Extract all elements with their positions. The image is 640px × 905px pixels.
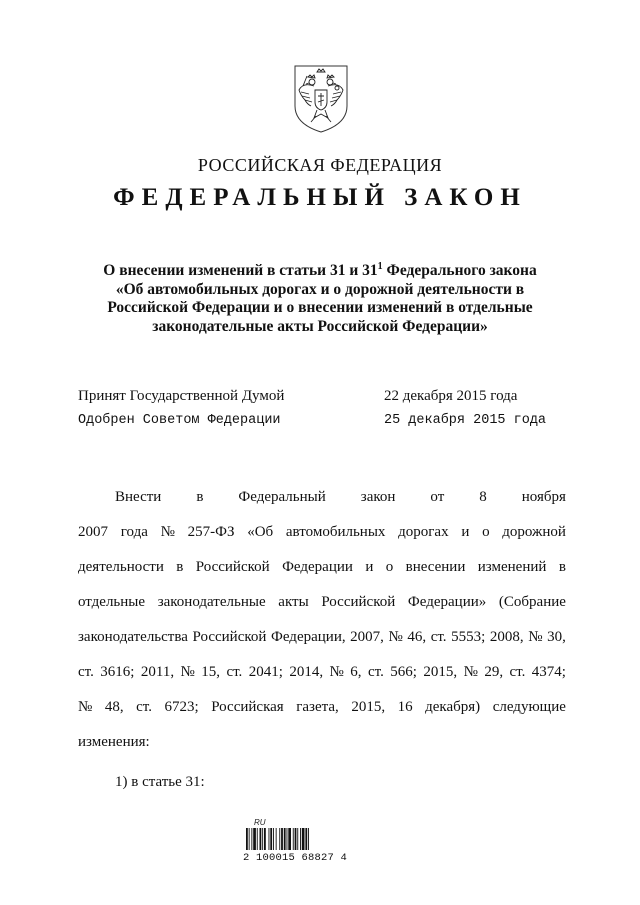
list-item: 1) в статье 31: (115, 774, 205, 790)
body-word: ноября (521, 489, 566, 505)
body-word: следующие (492, 699, 566, 715)
barcode-bar (251, 828, 252, 850)
body-word: Российской (321, 594, 396, 610)
barcode-bar (253, 828, 256, 850)
body-word: ст. (78, 664, 94, 680)
body-word: отдельные (78, 594, 146, 610)
body-word: закон (360, 489, 396, 505)
law-body (78, 489, 566, 509)
body-word: 257-ФЗ (187, 524, 235, 540)
body-line: изменения: (78, 734, 150, 750)
body-line (115, 489, 566, 509)
body-word: 2014, (289, 664, 324, 680)
body-word: ст. (226, 664, 243, 680)
body-word: о (385, 559, 394, 575)
body-word: и (461, 524, 470, 540)
law-body (78, 629, 566, 649)
body-word: Российская (211, 699, 284, 715)
law-title-text: Федерального закона (382, 262, 537, 279)
body-word: 5553; (451, 629, 486, 645)
barcode-bar (249, 828, 250, 850)
barcode-bar (281, 828, 283, 850)
law-body (78, 559, 566, 579)
barcode-bar (287, 828, 288, 850)
body-word: 6, (350, 664, 362, 680)
body-word: Внести (115, 489, 162, 505)
body-word: Российской (195, 559, 270, 575)
adoption-date: 22 декабря 2015 года (384, 388, 518, 404)
body-word: ст. (136, 699, 152, 715)
body-word: Федерации» (407, 594, 487, 610)
barcode-bar (262, 828, 263, 850)
law-title-line: Российской Федерации и о внесении изменений в отдельные (107, 299, 533, 316)
body-word: 2007 (78, 524, 108, 540)
body-word: 566; (390, 664, 417, 680)
barcode-bar (297, 828, 298, 850)
body-word: № (388, 629, 403, 645)
law-title-line: законодательные акты Российской Федерации» (152, 317, 488, 335)
body-word: 2015, (351, 699, 386, 715)
barcode-bar (302, 828, 305, 850)
body-word: в (176, 559, 184, 575)
barcode-bar (295, 828, 297, 850)
body-word: деятельности (78, 559, 164, 575)
body-word: № (329, 664, 344, 680)
body-word: Российской (192, 629, 267, 645)
adoption-date: 25 декабря 2015 года (384, 413, 547, 428)
body-word: в (558, 559, 566, 575)
body-word: 6723; (164, 699, 199, 715)
body-word: 8 (479, 489, 487, 505)
body-word: автомобильных (285, 524, 386, 540)
barcode-bar (300, 828, 301, 850)
barcode-number: 2 100015 68827 4 (243, 852, 348, 864)
body-word: дорогах (398, 524, 449, 540)
body-word: 15, (201, 664, 221, 680)
body-word: дорожной (502, 524, 566, 540)
body-word: в (196, 489, 204, 505)
body-word: Федерации, (271, 629, 346, 645)
body-word: законодательные (157, 594, 266, 610)
body-word: (Собрание (498, 594, 566, 610)
country-name: РОССИЙСКАЯ ФЕДЕРАЦИЯ (197, 155, 443, 175)
barcode-bar (288, 828, 291, 850)
body-word: 2007, (350, 629, 384, 645)
body-word: № (78, 699, 93, 715)
article-superscript: 1 (377, 260, 383, 272)
barcode-bar (264, 828, 266, 850)
barcode-bar (257, 828, 258, 850)
adoption-label: Принят Государственной Думой (78, 388, 285, 404)
body-word: декабря) (425, 699, 481, 715)
law-title-line: «Об автомобильных дорогах и о дорожной деятельности в (115, 280, 525, 298)
barcode-mark: RU (254, 818, 266, 827)
law-title-line (90, 262, 550, 281)
body-word: года (120, 524, 148, 540)
body-word: ст. (367, 664, 384, 680)
law-body (78, 734, 566, 754)
body-word: Федеральный (238, 489, 326, 505)
body-word: 2011, (140, 664, 175, 680)
body-word: газета, (296, 699, 339, 715)
barcode-bar (308, 828, 309, 850)
barcode-bar (305, 828, 307, 850)
body-word: 29, (484, 664, 504, 680)
body-line (78, 524, 566, 544)
body-word: 2041; (248, 664, 283, 680)
body-word: № (463, 664, 478, 680)
barcode-bar (260, 828, 262, 850)
body-word: 2015, (423, 664, 458, 680)
barcode-bar (246, 828, 248, 850)
body-line (78, 699, 566, 719)
body-word: Федерации (282, 559, 353, 575)
body-line (78, 664, 566, 684)
law-title (90, 262, 550, 336)
law-body (78, 594, 566, 614)
body-line (78, 594, 566, 614)
document-type: ФЕДЕРАЛЬНЫЙ ЗАКОН (113, 184, 527, 211)
body-word: № (528, 629, 543, 645)
body-line (78, 559, 566, 579)
body-word: законодательства (78, 629, 188, 645)
body-word: № (180, 664, 195, 680)
body-word: изменений (477, 559, 547, 575)
body-word: ст. (509, 664, 526, 680)
barcode-bar (269, 828, 270, 850)
barcode-bar (293, 828, 294, 850)
body-line (78, 629, 566, 649)
barcode-bar (284, 828, 286, 850)
body-word: «Об (247, 524, 274, 540)
body-word: о (482, 524, 490, 540)
barcode-bar (276, 828, 277, 850)
law-body (78, 664, 566, 684)
law-title-text: О внесении изменений в статьи 31 и 31 (103, 262, 378, 279)
barcode-bar (270, 828, 272, 850)
body-word: 48, (104, 699, 124, 715)
body-word: от (430, 489, 445, 505)
russian-coat-of-arms-icon (289, 62, 353, 134)
body-word: № (160, 524, 175, 540)
adoption-label: Одобрен Советом Федерации (78, 413, 281, 428)
body-word: внесении (405, 559, 466, 575)
body-word: акты (278, 594, 309, 610)
body-word: 46, (407, 629, 427, 645)
law-body (78, 524, 566, 544)
body-word: 2008, (489, 629, 524, 645)
body-word: 30, (547, 629, 566, 645)
barcode-bar (273, 828, 274, 850)
body-word: ст. (430, 629, 447, 645)
barcode-bar (279, 828, 280, 850)
body-word: и (365, 559, 374, 575)
law-body (78, 699, 566, 719)
body-word: 16 (397, 699, 413, 715)
body-word: 3616; (100, 664, 135, 680)
body-word: 4374; (531, 664, 566, 680)
